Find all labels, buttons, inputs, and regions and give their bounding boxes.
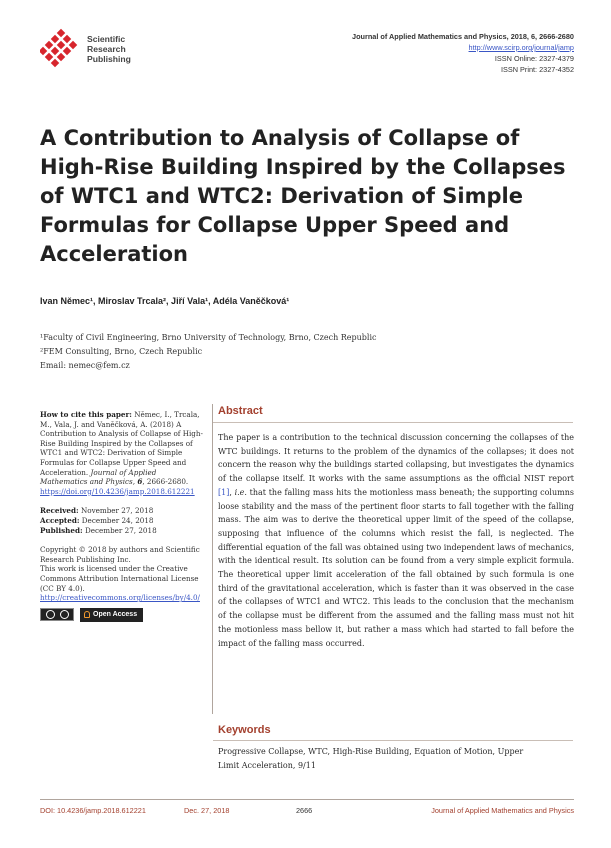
footer-doi[interactable]: DOI: 10.4236/jamp.2018.612221	[40, 806, 146, 815]
footer-date: Dec. 27, 2018	[184, 806, 230, 815]
issn-print: ISSN Print: 2327-4352	[500, 65, 574, 74]
open-access-badge[interactable]	[80, 608, 143, 622]
received-label: Received:	[40, 506, 79, 516]
citation-text: Němec, I., Trcala, M., Vala, J. and Vaněčková, A. (2018) A Contribution to Analysis of Collapse of High-Rise Building Inspired by the Collapses of WTC1 and WTC2: Derivation of Simple Formulas for Collapse Upper Speed and Acceleration.	[40, 410, 203, 477]
received-value: November 27, 2018	[80, 506, 154, 516]
affiliation-1: ¹Faculty of Civil Engineering, Brno University of Technology, Brno, Czech Republic	[40, 333, 377, 342]
license-badges	[40, 608, 206, 622]
publisher-name-line: Research	[87, 44, 126, 54]
publisher-name-line: Publishing	[87, 54, 131, 64]
accepted-label: Accepted:	[40, 515, 80, 525]
open-access-label: Open Access	[93, 610, 138, 618]
abstract-divider	[213, 422, 573, 423]
accepted-date	[40, 516, 206, 526]
reference-link[interactable]: [1]	[218, 487, 230, 497]
journal-info	[352, 31, 574, 75]
keywords-divider	[213, 740, 573, 741]
column-divider	[212, 404, 213, 714]
article-sidebar	[40, 410, 206, 632]
license-block	[40, 545, 206, 622]
keywords-text: Progressive Collapse, WTC, High-Rise Building, Equation of Motion, Upper Limit Acceleration, 9/11	[218, 747, 524, 770]
footer-divider	[40, 799, 574, 800]
journal-url-link[interactable]: http://www.scirp.org/journal/jamp	[468, 43, 574, 52]
affiliations	[40, 331, 377, 373]
how-to-cite	[40, 410, 206, 496]
how-to-cite-label: How to cite this paper:	[40, 410, 132, 419]
published-date	[40, 526, 206, 536]
published-label: Published:	[40, 525, 83, 535]
received-date	[40, 506, 206, 516]
srp-diamond-logo-icon	[40, 28, 82, 70]
license-url-link[interactable]: http://creativecommons.org/licenses/by/4.0/	[40, 593, 200, 603]
license-text: This work is licensed under the Creative Commons Attribution International License (CC BY 4.0).	[40, 564, 199, 593]
article-dates	[40, 506, 206, 535]
open-lock-icon	[84, 611, 90, 618]
doi-link[interactable]: https://doi.org/10.4236/jamp.2018.612221	[40, 486, 195, 496]
cc-by-icon[interactable]	[40, 608, 74, 621]
abstract-text	[218, 431, 574, 650]
accepted-value: December 24, 2018	[81, 515, 154, 525]
citation-pages: , 2666-2680.	[142, 477, 189, 487]
issn-online: ISSN Online: 2327-4379	[494, 54, 574, 63]
author-list: Ivan Němec¹, Miroslav Trcala², Jiří Vala¹, Adéla Vaněčková¹	[40, 296, 290, 306]
keywords-heading: Keywords	[218, 724, 271, 736]
publisher-name	[87, 34, 131, 64]
abstract-part: ,	[229, 487, 235, 497]
abstract-heading: Abstract	[218, 405, 263, 417]
page-number: 2666	[296, 806, 313, 815]
abstract-ie: i.e.	[234, 487, 247, 497]
publisher-logo	[40, 28, 131, 70]
publisher-name-line: Scientific	[87, 34, 126, 44]
copyright-text: Copyright © 2018 by authors and Scientific Research Publishing Inc.	[40, 545, 200, 564]
published-value: December 27, 2018	[84, 525, 157, 535]
paper-title: A Contribution to Analysis of Collapse of High-Rise Building Inspired by the Collapses of WTC1 and WTC2: Derivation of Simple Formulas for Collapse Upper Speed and Acceleration	[40, 126, 566, 266]
journal-citation: Journal of Applied Mathematics and Physics, 2018, 6, 2666-2680	[352, 32, 574, 41]
affiliation-2: ²FEM Consulting, Brno, Czech Republic	[40, 347, 203, 356]
author-email: Email: nemec@fem.cz	[40, 361, 130, 370]
footer-journal: Journal of Applied Mathematics and Physics	[431, 806, 574, 815]
abstract-part: The paper is a contribution to the technical discussion concerning the collapses of the WTC buildings. It returns to the problem of the dynamics of the collapses; it does not concern the reason why the buildings started collapsing, but investigates the dynamics of the collapse itself. It works with the same assumptions as the official NIST report	[218, 433, 574, 484]
citation-volume: 6	[137, 477, 143, 487]
citation-journal: Journal of Applied Mathematics and Physics,	[40, 467, 157, 487]
abstract-part: that the falling mass hits the motionless mass beneath; the supporting columns loose stability and the mass of the pertinent floor starts to fall together with the falling mass. The aim was to derive the theoretical upper limit of the speed of the collapse, supposing that influence of the columns which resist the fall, is neglected. The differential equation of the fall was obtained using two independent laws of mechanics, with the identical result. Its solution can be found from a very simple explicit formula. The theoretical upper limit acceleration of the fall obtained by such formula is one third of the gravitational acceleration, which is faster than it was observed in the case of the collapses of WTC1 and WTC2. This leads to the conclusion that the mechanism of the collapse must be different from the assumed and the falling mass must not hit the motionless mass bellow it, but rather a mass which had started to fall before the impact of the falling mass occurred.	[218, 487, 574, 648]
